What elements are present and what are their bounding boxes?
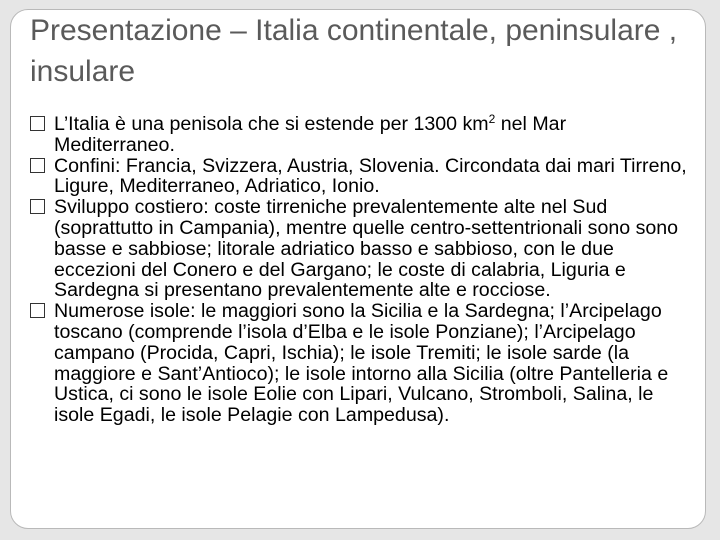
- bullet-item-islands: [30, 301, 690, 426]
- bullet-list: [30, 114, 690, 426]
- bullet-text-borders: Confini: Francia, Svizzera, Austria, Slovenia. Circondata dai mari Tirreno, Ligure, Mediterraneo, Adriatico, Ionio.: [54, 154, 687, 198]
- bullet-item-area: [30, 114, 690, 156]
- bullet-item-borders: [30, 156, 690, 198]
- slide-title: Presentazione – Italia continentale, peninsulare , insulare: [30, 14, 678, 88]
- square-bullet-icon: [30, 199, 45, 214]
- bullet-text-area-before: L’Italia è una penisola che si estende per 1300 km: [54, 113, 489, 135]
- square-bullet-icon: [30, 303, 45, 318]
- bullet-item-coastline: [30, 197, 690, 301]
- square-bullet-icon: [30, 158, 45, 173]
- superscript-2: 2: [488, 112, 496, 126]
- bullet-text-area-after: nel Mar Mediterraneo.: [54, 113, 567, 156]
- bullet-text-coastline: Sviluppo costiero: coste tirreniche prevalentemente alte nel Sud (soprattutto in Campania), mentre quelle centro-settentrionali sono sono basse e sabbiose; litorale adriatico basso e sabbioso, con le due eccezioni del Conero e del Gargano; le coste di calabria, Liguria e Sardegna si presentano prevalentemente alte e rocciose.: [54, 196, 679, 302]
- bullet-text-islands: Numerose isole: le maggiori sono la Sicilia e la Sardegna; l’Arcipelago toscano (comprende l’isola d’Elba e le isole Ponziane); l’Arcipelago campano (Procida, Capri, Ischia); le isole Tremiti; le isole sarde (la maggiore e Sant’Antioco); le isole intorno alla Sicilia (oltre Pantelleria e Ustica, ci sono le isole Eolie con Lipari, Vulcano, Stromboli, Salina, le isole Egadi, le isole Pelagie con Lampedusa).: [54, 300, 669, 427]
- square-bullet-icon: [30, 116, 45, 131]
